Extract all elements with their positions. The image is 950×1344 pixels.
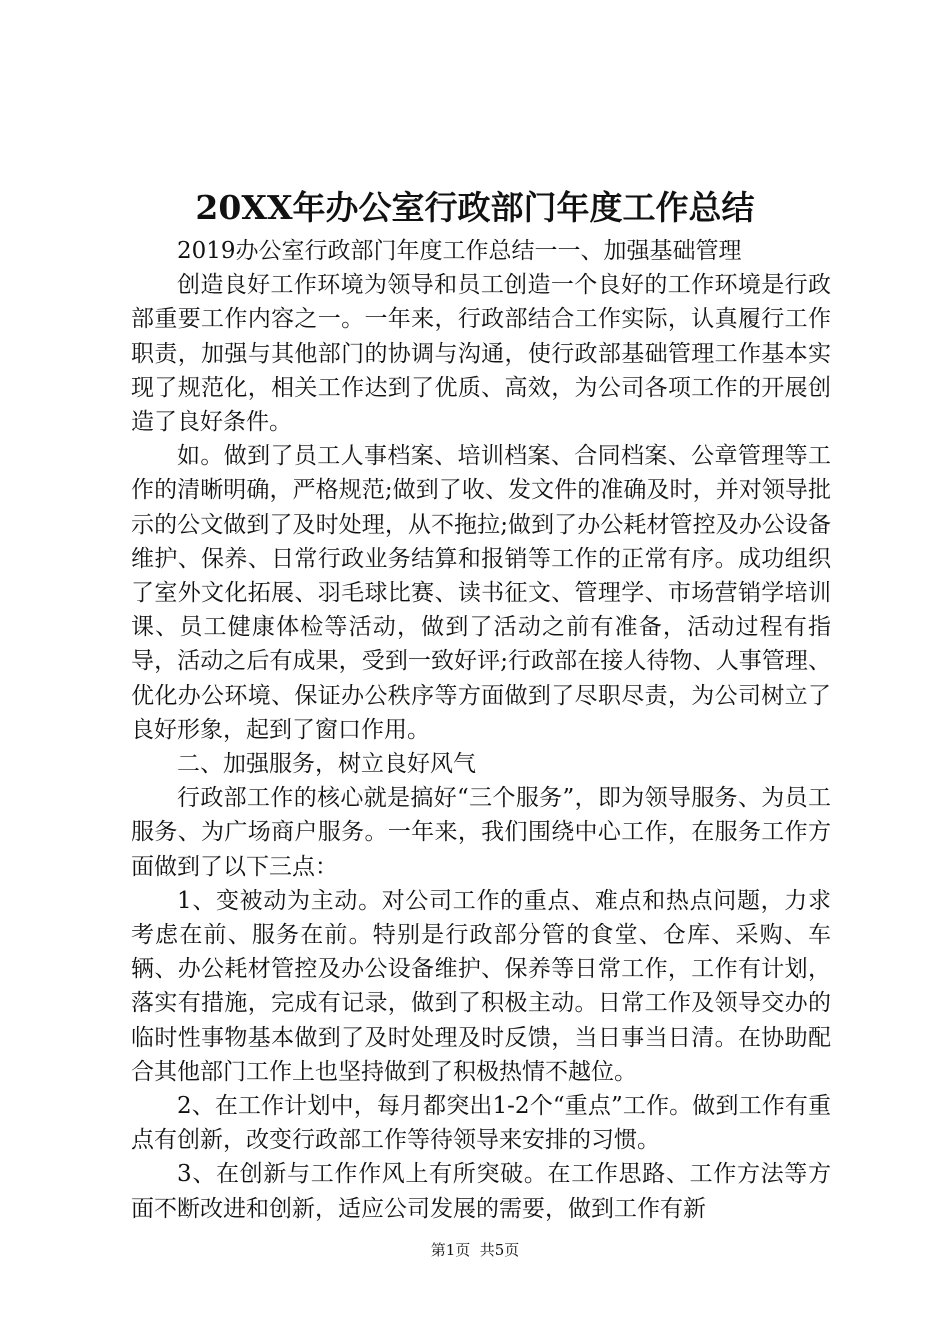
- list-item-3: 3、在创新与工作作风上有所突破。在工作思路、工作方法等方面不断改进和创新，适应公司发展的需要，做到工作有新: [131, 1161, 831, 1222]
- page-number: 第1页 共5页: [430, 1241, 520, 1259]
- page-footer: [0, 1240, 950, 1260]
- paragraph-three-services: 行政部工作的核心就是搞好“三个服务”，即为领导服务、为员工服务、为广场商户服务。一年来，我们围绕中心工作，在服务工作方面做到了以下三点：: [131, 785, 831, 880]
- document-title: 20XX年办公室行政部门年度工作总结: [195, 188, 755, 227]
- list-item-2: 2、在工作计划中，每月都突出1-2个“重点”工作。做到工作有重点有创新，改变行政部工作等待领导来安排的习惯。: [131, 1093, 831, 1154]
- section-heading-service: 二、加强服务，树立良好风气: [177, 751, 476, 778]
- paragraph-achievements: 如。做到了员工人事档案、培训档案、合同档案、公章管理等工作的清晰明确，严格规范;做到了收、发文件的准确及时，并对领导批示的公文做到了及时处理，从不拖拉;做到了办公耗材管控及办公设备维护、保养、日常行政业务结算和报销等工作的正常有序。成功组织了室外文化拓展、羽毛球比赛、读书征文、管理学、市场营销学培训课、员工健康体检等活动，做到了活动之前有准备，活动过程有指导，活动之后有成果，受到一致好评;行政部在接人待物、人事管理、优化办公环境、保证办公秩序等方面做到了尽职尽责，为公司树立了良好形象，起到了窗口作用。: [131, 443, 831, 743]
- paragraph-intro: 2019办公室行政部门年度工作总结一一、加强基础管理: [177, 238, 742, 264]
- paragraph-environment: 创造良好工作环境为领导和员工创造一个良好的工作环境是行政部重要工作内容之一。一年来，行政部结合工作实际，认真履行工作职责，加强与其他部门的协调与沟通，使行政部基础管理工作基本实现了规范化，相关工作达到了优质、高效，为公司各项工作的开展创造了良好条件。: [131, 272, 831, 436]
- document-body: [131, 234, 831, 1226]
- list-item-1: 1、变被动为主动。对公司工作的重点、难点和热点问题，力求考虑在前、服务在前。特别是行政部分管的食堂、仓库、采购、车辆、办公耗材管控及办公设备维护、保养等日常工作，工作有计划，落实有措施，完成有记录，做到了积极主动。日常工作及领导交办的临时性事物基本做到了及时处理及时反馈，当日事当日清。在协助配合其他部门工作上也坚持做到了积极热情不越位。: [131, 887, 831, 1085]
